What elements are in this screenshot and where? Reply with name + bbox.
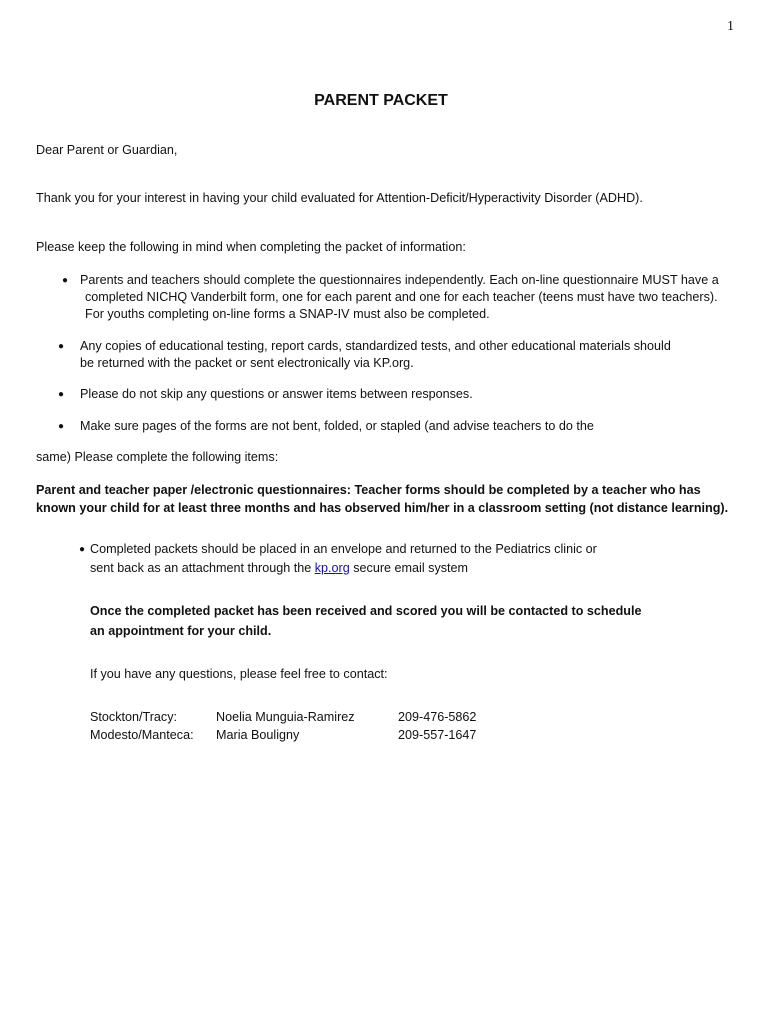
- bullet-3-line-1: Please do not skip any questions or answer items between responses.: [80, 387, 473, 401]
- contact-location: Stockton/Tracy:: [90, 710, 178, 724]
- bullet-1-line-2: completed NICHQ Vanderbilt form, one for each parent and one for each teacher (teens must have two teachers).: [85, 290, 718, 304]
- kp-org-link[interactable]: kp.org: [314, 561, 350, 575]
- salutation: Dear Parent or Guardian,: [36, 143, 178, 157]
- bullet-dot: ●: [62, 275, 69, 286]
- contact-location: Modesto/Manteca:: [90, 728, 194, 742]
- completed-packets-text-before: sent back as an attachment through the: [90, 561, 315, 575]
- bullet-dot: ●: [58, 389, 65, 400]
- questions-text: If you have any questions, please feel free to contact:: [90, 667, 388, 681]
- bold-paragraph-line-1: Parent and teacher paper /electronic questionnaires: Teacher forms should be completed by a teacher who has: [36, 483, 701, 497]
- bullet-4-line-1: Make sure pages of the forms are not bent, folded, or stapled (and advise teachers to do the: [80, 419, 594, 433]
- contact-name: Noelia Munguia-Ramirez: [216, 710, 355, 724]
- bullet-1-line-3: For youths completing on-line forms a SNAP-IV must also be completed.: [85, 307, 490, 321]
- contact-phone: 209-476-5862: [398, 710, 477, 724]
- bullet-2-line-2: be returned with the packet or sent electronically via KP.org.: [80, 356, 414, 370]
- contact-name: Maria Bouligny: [216, 728, 300, 742]
- completed-packets-text-after: secure email system: [349, 561, 469, 575]
- bullet-dot: ●: [58, 341, 65, 352]
- contact-phone: 209-557-1647: [398, 728, 477, 742]
- same-line-text: same) Please complete the following items:: [36, 450, 279, 464]
- bullet-dot: ●: [79, 544, 86, 555]
- page-title: PARENT PACKET: [314, 92, 448, 109]
- instructions-heading: Please keep the following in mind when completing the packet of information:: [36, 240, 466, 254]
- completed-packets-line-2: [90, 560, 468, 576]
- completed-packets-line-1: Completed packets should be placed in an envelope and returned to the Pediatrics clinic or: [90, 542, 597, 556]
- contact-notice-line-1: Once the completed packet has been received and scored you will be contacted to schedule: [90, 604, 642, 618]
- bullet-2-line-1: Any copies of educational testing, report cards, standardized tests, and other educational materials should: [80, 339, 671, 353]
- contact-notice-line-2: an appointment for your child.: [90, 624, 272, 638]
- bullet-1-line-1: Parents and teachers should complete the questionnaires independently. Each on-line questionnaire MUST have a: [80, 273, 719, 287]
- bold-paragraph-line-2: known your child for at least three months and has observed him/her in a classroom setting (not distance learning).: [36, 501, 729, 515]
- intro-paragraph: Thank you for your interest in having your child evaluated for Attention-Deficit/Hyperactivity Disorder (ADHD).: [36, 191, 643, 205]
- bullet-dot: ●: [58, 421, 65, 432]
- page-number: 1: [727, 19, 734, 34]
